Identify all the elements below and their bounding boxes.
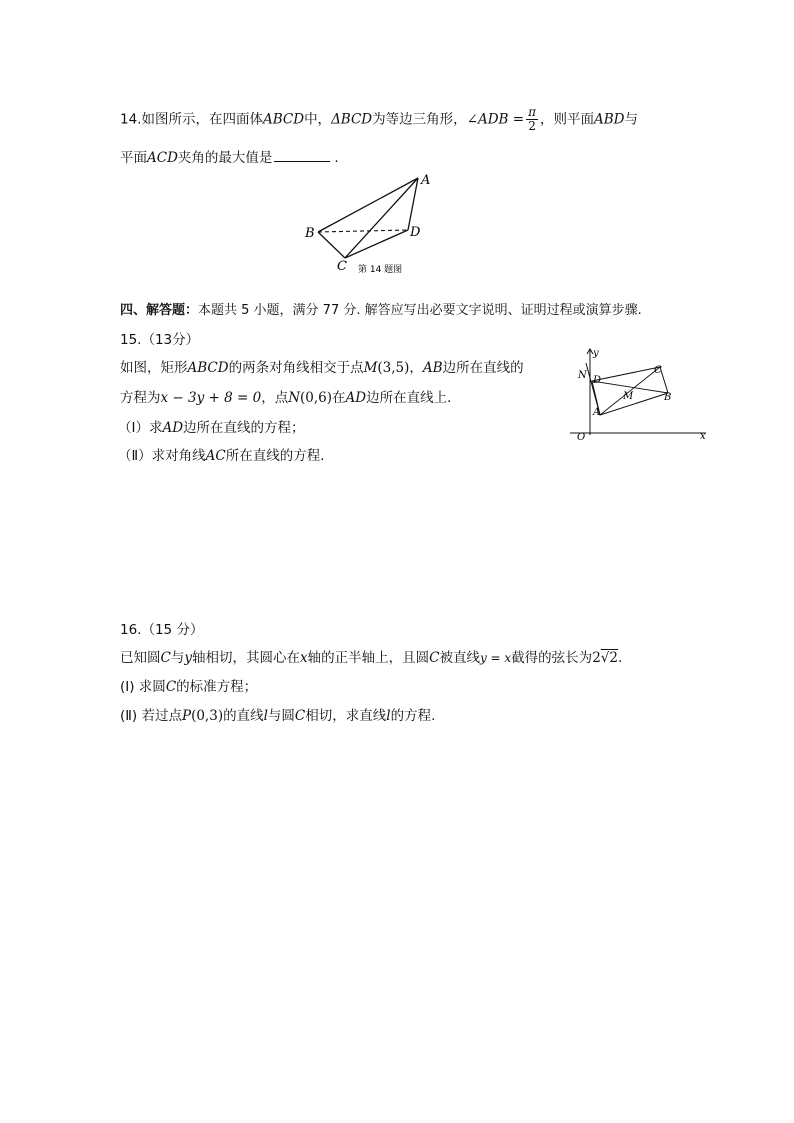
q16-chord-coef: 2 xyxy=(592,650,601,666)
q15-text: 的两条对角线相交于点 xyxy=(228,360,364,376)
label-D: D xyxy=(593,375,602,386)
q14-text: 夹角的最大值是 xyxy=(177,150,273,166)
edge-BC xyxy=(318,232,345,258)
label-N: N xyxy=(578,370,587,381)
q16-circle-C: C xyxy=(165,679,177,695)
q16-text: 与圆 xyxy=(267,708,295,724)
q15-text: ， xyxy=(409,360,423,376)
q15-part1 xyxy=(118,419,305,437)
q16-text: 的方程. xyxy=(390,708,436,724)
edge-BD-hidden xyxy=(318,230,408,232)
q14-text: 14.如图所示，在四面体 xyxy=(120,111,263,128)
q14-plane-label: ABD xyxy=(593,111,625,128)
vertex-label-D: D xyxy=(410,225,421,240)
q16-text: 已知圆 xyxy=(120,650,161,666)
label-C: C xyxy=(654,365,662,376)
q16-axis-y: y xyxy=(184,650,192,666)
q15-text: 在 xyxy=(332,390,346,406)
q16-text: 的直线 xyxy=(223,708,264,724)
q14-tetrahedron-figure xyxy=(300,170,440,280)
q14-text: 中， xyxy=(304,111,332,128)
q16-line-l: l xyxy=(263,708,268,724)
q15-text: 边所在直线的方程； xyxy=(183,420,305,436)
q15-part2 xyxy=(118,447,334,465)
q14-answer-blank[interactable] xyxy=(274,148,330,162)
vertex-label-C: C xyxy=(337,259,347,274)
q16-line-l: l xyxy=(386,708,391,724)
q14-text: ，则平面 xyxy=(539,111,594,128)
q15-coordinate-figure xyxy=(560,345,720,445)
q16-circle-C: C xyxy=(160,650,171,666)
q14-tetrahedron-label: ABCD xyxy=(262,111,305,128)
q16-part2 xyxy=(120,707,435,725)
q16-line1 xyxy=(120,649,622,667)
q16-text: 被直线 xyxy=(439,650,480,666)
section-description: 本题共 5 小题，满分 77 分. 解答应写出必要文字说明、证明过程或演算步骤. xyxy=(198,303,642,318)
edge-CD xyxy=(345,230,408,258)
label-O: O xyxy=(577,432,586,443)
q15-point-N-coords: (0,6) xyxy=(300,390,333,406)
label-x: x xyxy=(700,431,706,442)
q15-point-N: N xyxy=(288,390,301,406)
q14-plane-label: ACD xyxy=(147,150,178,166)
q16-text: 轴相切，其圆心在 xyxy=(191,650,300,666)
q14-angle-expr: ∠ADB = xyxy=(466,111,525,128)
q16-point-P: P xyxy=(181,708,192,724)
section4-heading xyxy=(120,302,642,320)
q14-text: 与 xyxy=(624,111,638,128)
q15-side-AD: AD xyxy=(345,390,367,406)
q15-text: 方程为 xyxy=(120,390,161,406)
q16-number: 16.（15 分） xyxy=(120,622,204,638)
label-M: M xyxy=(623,391,634,402)
q16-text: (Ⅱ) 若过点 xyxy=(120,708,182,724)
q15-text: ，点 xyxy=(261,390,289,406)
q14-text: 平面 xyxy=(120,150,147,166)
q16-chord-sqrt: √2 xyxy=(600,650,618,666)
q16-axis-x: x xyxy=(299,650,308,666)
q14-fraction-numerator: π xyxy=(528,105,536,119)
q15-side-AD: AD xyxy=(162,420,184,436)
label-A: A xyxy=(593,407,601,418)
q15-diagonal-AC: AC xyxy=(205,448,226,464)
q15-side-AB: AB xyxy=(422,360,443,376)
q15-text: （Ⅱ）求对角线 xyxy=(118,448,206,464)
q16-text: 的标准方程； xyxy=(176,679,258,695)
q14-text: . xyxy=(334,150,339,166)
q16-text: 截得的弦长为 xyxy=(511,650,593,666)
q16-circle-C: C xyxy=(294,708,306,724)
q15-number: 15.（13分） xyxy=(120,332,200,348)
q15-text: 所在直线的方程． xyxy=(225,448,334,464)
q15-text: 如图，矩形 xyxy=(120,360,188,376)
q14-fraction xyxy=(526,106,538,133)
q15-rect-label: ABCD xyxy=(187,360,229,376)
q15-equation: x − 3y + 8 = 0 xyxy=(160,390,262,406)
edge-AC xyxy=(345,178,418,258)
q15-line1 xyxy=(120,359,524,377)
q16-text: 相切，求直线 xyxy=(305,708,387,724)
vertex-label-A: A xyxy=(421,173,431,188)
q15-text: 边所在直线的 xyxy=(442,360,524,376)
q16-circle-C: C xyxy=(429,650,440,666)
label-B: B xyxy=(664,392,672,403)
q16-text: 轴的正半轴上，且圆 xyxy=(307,650,430,666)
vertex-label-B: B xyxy=(305,226,315,241)
q16-part1 xyxy=(120,678,257,696)
q16-line-eq: y = x xyxy=(479,651,512,665)
q16-text: (Ⅰ) 求圆 xyxy=(120,679,166,695)
section-title: 四、解答题： xyxy=(120,303,199,318)
q15-point-M: M xyxy=(363,360,378,376)
q14-figure-caption: 第 14 题图 xyxy=(358,265,403,275)
edge-AD xyxy=(408,178,418,230)
q16-point-P-coords: (0,3) xyxy=(191,708,224,724)
q14-line1 xyxy=(120,106,638,133)
q14-fraction-denominator: 2 xyxy=(528,119,536,133)
q14-triangle-label: ΔBCD xyxy=(331,111,373,128)
q15-text: （Ⅰ）求 xyxy=(118,420,163,436)
q16-text: 与 xyxy=(170,650,185,666)
q15-line2 xyxy=(120,389,461,407)
q16-text: . xyxy=(617,650,623,666)
q14-text: 为等边三角形， xyxy=(372,111,467,128)
label-y: y xyxy=(593,348,599,359)
q14-line2 xyxy=(120,148,339,167)
edge-AB xyxy=(318,178,418,232)
q15-text: 边所在直线上． xyxy=(366,390,461,406)
q15-point-M-coords: (3,5) xyxy=(377,360,410,376)
